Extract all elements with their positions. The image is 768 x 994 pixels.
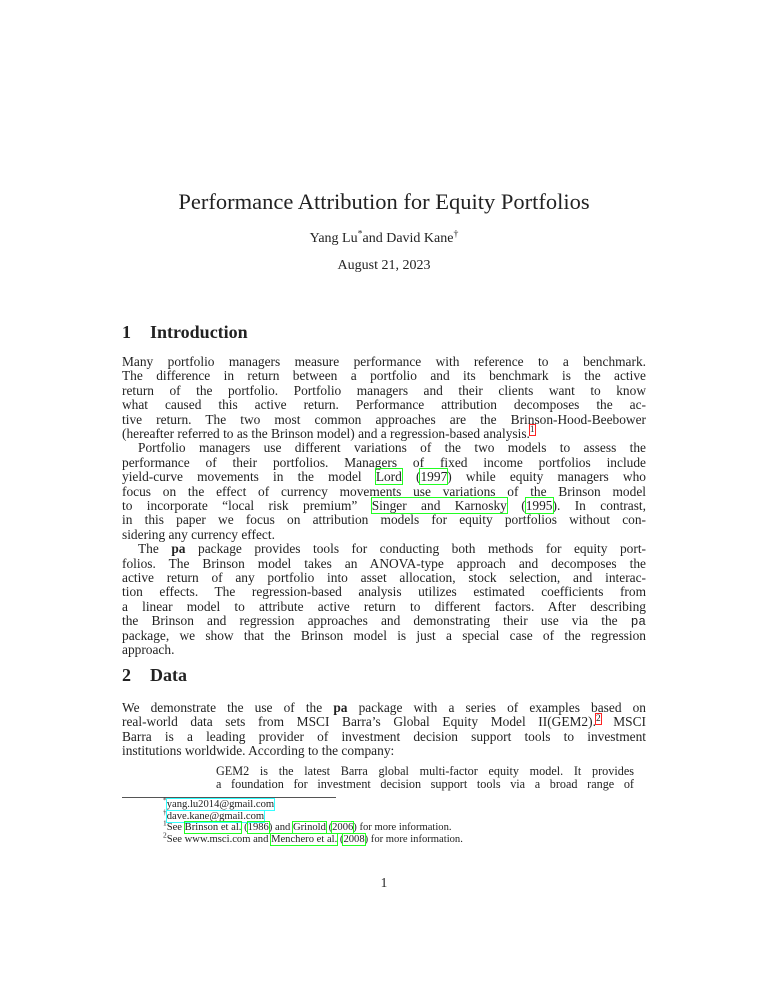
text-span: See — [166, 822, 185, 834]
text-line — [122, 499, 646, 513]
citation-link[interactable]: 2008 — [343, 833, 365, 845]
paragraph-intro-2 — [122, 441, 646, 542]
text-span: the Brinson and regression approaches and demonstrating their use via the — [122, 613, 631, 629]
footnote-mark: † — [163, 807, 167, 817]
text-line — [163, 830, 643, 846]
text-span: package provides tools for conducting both methods for equity port- — [185, 541, 646, 557]
text-span: ) for more information. — [364, 833, 463, 845]
text-span: return of the portfolio. Portfolio managers and their clients want to know — [122, 382, 646, 398]
text-line — [122, 585, 646, 599]
citation-link[interactable]: 1986 — [247, 822, 269, 834]
text-span: MSCI — [600, 714, 646, 730]
paper-date: August 21, 2023 — [337, 258, 431, 273]
text-line — [122, 629, 646, 643]
text-line — [122, 427, 646, 441]
text-line — [122, 643, 646, 657]
text-span: See www.msci.com and — [166, 833, 272, 845]
footnote-mark: 2 — [163, 830, 167, 840]
bold-text: pa — [333, 700, 348, 715]
text-span: in this paper we focus on attribution models for equity portfolios without con- — [122, 512, 646, 528]
text-line — [122, 528, 646, 542]
author-1-footnote-mark[interactable]: * — [357, 228, 363, 240]
text-span: ) and — [268, 822, 293, 834]
text-span: tion effects. The regression-based analysis utilizes estimated coefficients from — [122, 584, 646, 600]
footnote-ref-link[interactable]: 1 — [529, 425, 535, 436]
text-span: We demonstrate the use of the — [122, 700, 334, 715]
text-line — [216, 778, 634, 791]
paper-title: Performance Attribution for Equity Portfolios — [178, 189, 590, 214]
section-heading-data — [122, 665, 187, 686]
paragraph-intro-3 — [122, 542, 646, 657]
text-line — [163, 807, 643, 823]
text-span: a linear model to attribute active return to different factors. After describing — [122, 598, 646, 614]
text-line — [122, 470, 646, 484]
section-title: Data — [150, 665, 187, 685]
text-span: approach. — [122, 641, 175, 657]
citation-link[interactable]: 2006 — [332, 822, 354, 834]
text-span: focus on the effect of currency movements use variations of the Brinson model — [122, 483, 646, 499]
bold-text: pa — [171, 541, 186, 557]
text-span: sidering any currency effect. — [122, 526, 275, 542]
text-line — [122, 384, 646, 398]
section-number: 2 — [122, 665, 131, 685]
text-line — [122, 600, 646, 614]
text-span: active return of any portfolio into asset allocation, stock selection, and interac- — [122, 569, 646, 585]
author-2: and David Kane — [362, 231, 454, 246]
text-span: ( — [401, 469, 421, 485]
text-span: Portfolio managers use different variations of the two models to assess the — [138, 440, 646, 456]
author-1: Yang Lu — [309, 231, 358, 246]
block-quote — [216, 765, 634, 791]
citation-link[interactable]: 1997 — [420, 469, 448, 485]
page-number: 1 — [380, 875, 388, 890]
text-line — [122, 369, 646, 383]
citation-link[interactable]: Menchero et al. — [271, 833, 338, 845]
text-span: Many portfolio managers measure performance with reference to a benchmark. — [122, 354, 646, 369]
text-span: ( — [506, 497, 526, 513]
footnote-ref-link[interactable]: 2 — [595, 713, 601, 724]
text-line — [122, 485, 646, 499]
paragraph-data-1 — [122, 701, 646, 759]
text-span: ) for more information. — [353, 822, 452, 834]
text-span: Barra is a leading provider of investment decision support tools to investment — [122, 728, 646, 744]
text-line — [122, 715, 646, 729]
text-span: package, we show that the Brinson model is just a special case of the regression — [122, 627, 646, 643]
text-line — [122, 456, 646, 470]
text-span: ) while equity managers who — [447, 469, 646, 485]
text-line — [122, 557, 646, 571]
text-span: package with a series of examples based on — [347, 700, 647, 715]
text-line — [122, 513, 646, 527]
text-span: what caused this active return. Performance attribution decomposes the ac- — [122, 397, 646, 413]
section-number: 1 — [122, 322, 131, 342]
authors — [0, 228, 768, 247]
text-span: ( — [325, 822, 333, 834]
email-link[interactable]: dave.kane@gmail.com — [166, 810, 265, 822]
text-span: folios. The Brinson model takes an ANOVA-type approach and decomposes the — [122, 555, 646, 571]
text-line — [122, 744, 646, 758]
text-span: ). In contrast, — [552, 497, 646, 513]
text-line — [122, 614, 646, 628]
citation-link[interactable]: Grinold — [292, 822, 326, 834]
text-line — [122, 571, 646, 585]
text-line — [122, 355, 646, 369]
footnotes — [163, 795, 643, 845]
citation-link[interactable]: Brinson et al. — [184, 822, 242, 834]
citation-link[interactable]: Singer and Karnosky — [371, 497, 507, 513]
text-span: GEM2 is the latest Barra global multi-factor equity model. It provides — [216, 763, 634, 778]
footnote-mark: 1 — [163, 818, 167, 828]
code-text: pa — [630, 614, 646, 630]
paragraph-intro-1 — [122, 355, 646, 441]
text-span: yield-curve movements in the model — [122, 469, 376, 485]
text-line — [122, 542, 646, 556]
text-span: tive return. The two most common approaches are the Brinson-Hood-Beebower — [122, 411, 646, 427]
text-span: a foundation for investment decision support tools via a broad range of — [216, 776, 634, 791]
text-span: The — [138, 541, 172, 557]
text-line — [163, 818, 643, 834]
text-line — [122, 398, 646, 412]
citation-link[interactable]: Lord — [375, 469, 402, 485]
text-span: performance of their portfolios. Managers of fixed income portfolios include — [122, 454, 646, 470]
text-line — [122, 413, 646, 427]
section-heading-introduction — [122, 322, 248, 343]
section-title: Introduction — [150, 322, 248, 342]
text-span: ( — [337, 833, 344, 845]
text-span: (hereafter referred to as the Brinson model) and a regression-based analysis. — [122, 425, 530, 441]
text-span: institutions worldwide. According to the company: — [122, 743, 395, 759]
text-line — [163, 795, 643, 811]
text-span: ( — [241, 822, 248, 834]
text-line — [122, 441, 646, 455]
text-span: to incorporate “local risk premium” — [122, 497, 372, 513]
footnote-mark: * — [163, 795, 167, 805]
text-line — [122, 730, 646, 744]
text-span: real-world data sets from MSCI Barra’s Global Equity Model II(GEM2). — [122, 714, 596, 730]
citation-link[interactable]: 1995 — [525, 497, 553, 513]
footnote-rule — [122, 797, 336, 798]
author-2-footnote-mark[interactable]: † — [453, 228, 459, 240]
text-span: The difference in return between a portfolio and its benchmark is the active — [122, 368, 646, 384]
email-link[interactable]: yang.lu2014@gmail.com — [166, 799, 275, 810]
